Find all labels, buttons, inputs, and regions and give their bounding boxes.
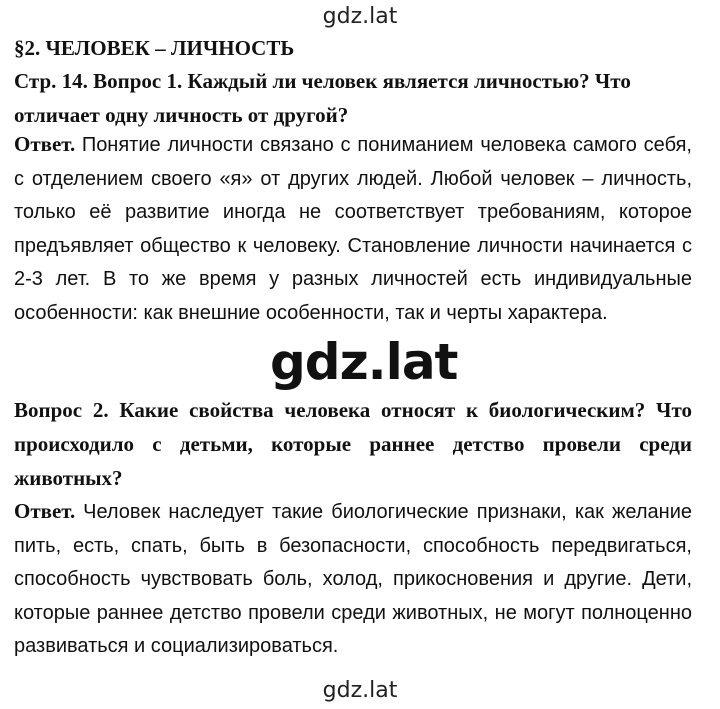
answer-1-label: Ответ.	[14, 132, 82, 156]
watermark-top: gdz.lat	[322, 4, 398, 29]
answer-2	[14, 495, 692, 664]
question-1: Стр. 14. Вопрос 1. Каждый ли человек является личностью? Что отличает одну личность от другой?	[14, 69, 631, 127]
answer-2-label: Ответ.	[14, 499, 84, 523]
answer-1-text: Понятие личности связано с пониманием человека самого себя, с отделением своего «я» от других людей. Любой человек – личность, только её развитие иногда не соответствует требованиям, которое предъявляет общество к человеку. Становление личности начинается с 2-3 лет. В то же время у разных личностей есть индивидуальные особенности: как внешние особенности, так и черты характера.	[14, 134, 692, 324]
answer-2-text: Человек наследует такие биологические признаки, как желание пить, есть, спать, быть в безопасности, способность передвигаться, способность чувствовать боль, холод, прикосновения и другие. Дети, которые раннее детство провели среди животных, не могут полноценно развиваться и социализироваться.	[14, 501, 692, 657]
question-2: Вопрос 2. Какие свойства человека относят к биологическим? Что происходило с детьми, которые раннее детство провели среди животных?	[14, 398, 692, 490]
section-title: §2. ЧЕЛОВЕК – ЛИЧНОСТЬ	[14, 36, 295, 60]
watermark-bottom: gdz.lat	[322, 678, 398, 703]
watermark-middle: gdz.lat	[270, 333, 458, 391]
answer-1	[14, 128, 692, 330]
